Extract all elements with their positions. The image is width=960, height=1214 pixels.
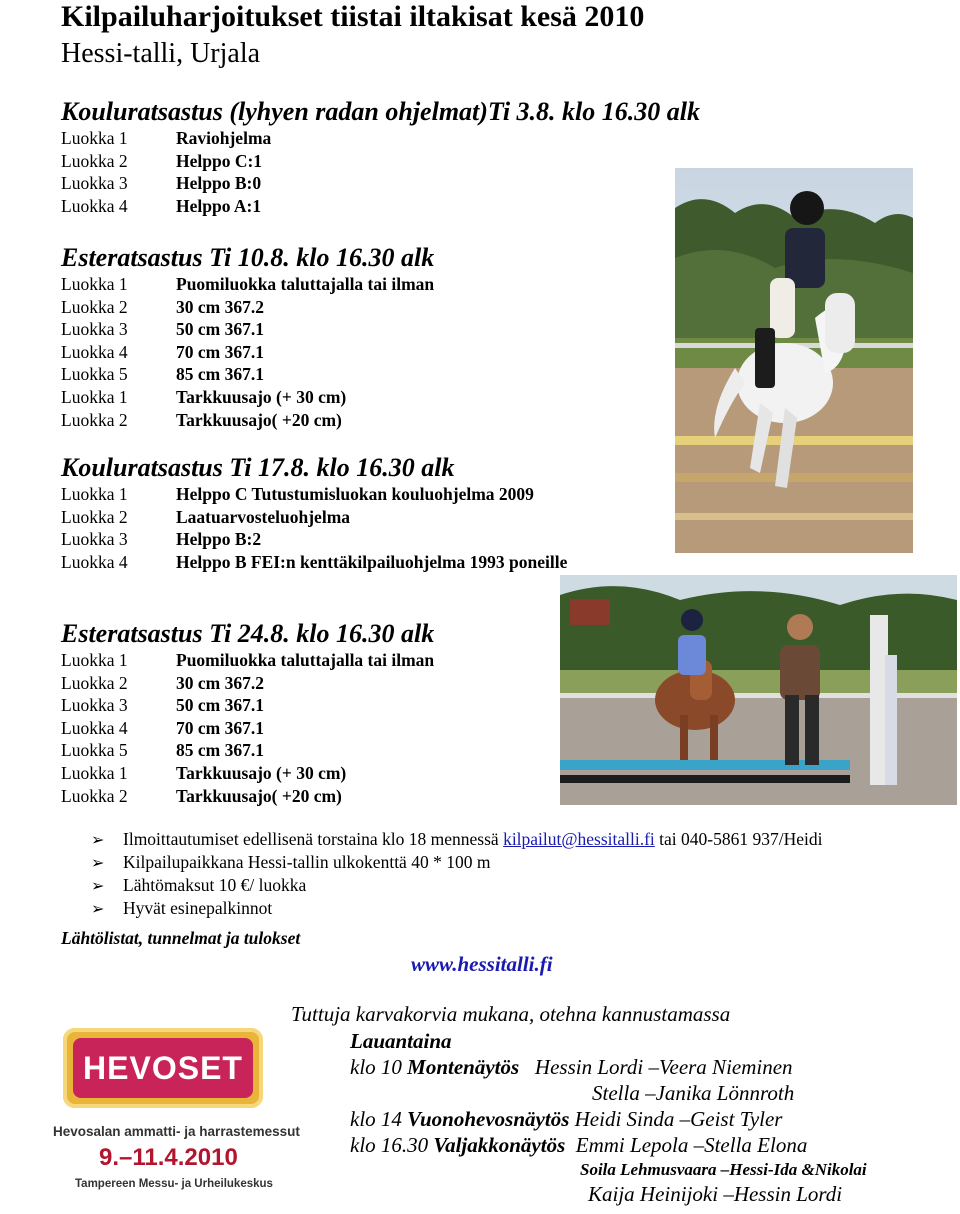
- class-row: [61, 528, 661, 551]
- show-3-people: Emmi Lepola –Stella Elona: [565, 1133, 808, 1157]
- show-2-time: klo 14: [350, 1107, 408, 1131]
- class-row: [61, 273, 661, 296]
- show-3-time: klo 16.30: [350, 1133, 434, 1157]
- prizes-text: Hyvät esinepalkinnot: [123, 898, 273, 918]
- hevoset-logo-text: HEVOSET: [83, 1049, 243, 1086]
- class-row: [61, 483, 661, 506]
- class-number: Luokka 1: [61, 274, 128, 294]
- page-title: Kilpailuharjoitukset tiistai iltakisat kesä 2010: [61, 0, 645, 33]
- class-number: Luokka 4: [61, 717, 128, 738]
- class-number: Luokka 5: [61, 364, 128, 385]
- show-1-time: klo 10: [350, 1055, 408, 1079]
- class-program: Tarkkuusajo( +20 cm): [176, 785, 342, 806]
- class-row: [61, 694, 561, 717]
- class-number: Luokka 2: [61, 296, 128, 317]
- class-number: Luokka 3: [61, 319, 128, 340]
- class-row: [61, 296, 661, 319]
- promo-show-1: [350, 1054, 793, 1080]
- info-item-fees: [91, 874, 951, 897]
- class-number: Luokka 2: [61, 409, 128, 430]
- hevoset-logo: [45, 1020, 305, 1200]
- class-number: Luokka 3: [61, 529, 128, 550]
- section-heading: Kouluratsastus (lyhyen radan ohjelmat)Ti 3.8. klo 16.30 alk: [61, 97, 701, 126]
- class-program: Puomiluokka taluttajalla tai ilman: [176, 650, 435, 670]
- info-item-prizes: [91, 897, 951, 920]
- class-row: [61, 717, 561, 740]
- class-program: Helppo B:0: [176, 173, 262, 194]
- hevoset-tagline: Hevosalan ammatti- ja harrastemessut: [53, 1124, 300, 1139]
- class-row: [61, 409, 661, 432]
- class-program: 30 cm 367.2: [176, 296, 264, 317]
- photo-pony-jumping: [675, 168, 913, 553]
- show-3-name: Valjakkonäytös: [433, 1133, 566, 1157]
- class-number: Luokka 4: [61, 551, 128, 572]
- info-item-venue: [91, 851, 951, 874]
- hevoset-dates: 9.–11.4.2010: [99, 1144, 238, 1171]
- class-row: [61, 762, 561, 785]
- class-program: 50 cm 367.1: [176, 319, 264, 340]
- class-program: Puomiluokka taluttajalla tai ilman: [176, 274, 435, 294]
- promo-day: Lauantaina: [350, 1029, 452, 1053]
- class-number: Luokka 2: [61, 785, 128, 806]
- class-row: [61, 506, 661, 529]
- show-1-name: Montenäytös: [407, 1055, 520, 1079]
- show-2-name: Vuonohevosnäytös: [407, 1107, 570, 1131]
- class-row: [61, 672, 561, 695]
- info-list: [91, 828, 951, 920]
- class-number: Luokka 1: [61, 386, 128, 407]
- class-number: Luokka 1: [61, 484, 128, 504]
- class-program: 30 cm 367.2: [176, 672, 264, 693]
- show-3-people-3: Kaija Heinijoki –Hessin Lordi: [588, 1182, 843, 1206]
- class-program: Tarkkuusajo( +20 cm): [176, 409, 342, 430]
- class-row: [61, 127, 941, 150]
- class-number: Luokka 3: [61, 695, 128, 716]
- hevoset-frame: [63, 1028, 263, 1108]
- class-program: Helppo A:1: [176, 195, 262, 216]
- class-row: [61, 386, 661, 409]
- section-dressage-17-8: [61, 453, 661, 573]
- registration-email-link[interactable]: kilpailut@hessitalli.fi: [503, 829, 655, 849]
- website-link[interactable]: www.hessitalli.fi: [411, 952, 553, 976]
- section-heading: Esteratsastus Ti 24.8. klo 16.30 alk: [61, 619, 435, 648]
- class-number: Luokka 4: [61, 195, 128, 216]
- class-number: Luokka 1: [61, 762, 128, 783]
- promo-show-3: [350, 1132, 807, 1158]
- class-program: Tarkkuusajo (+ 30 cm): [176, 762, 347, 783]
- class-row: [61, 739, 561, 762]
- class-program: 70 cm 367.1: [176, 341, 264, 362]
- class-row: [61, 318, 661, 341]
- hevoset-inner: [73, 1038, 253, 1098]
- section-heading: Kouluratsastus Ti 17.8. klo 16.30 alk: [61, 453, 455, 482]
- promo-show-2: [350, 1106, 782, 1132]
- class-row: [61, 341, 661, 364]
- class-program: Helppo C:1: [176, 150, 263, 171]
- class-row: [61, 649, 561, 672]
- show-2-people: Heidi Sinda –Geist Tyler: [569, 1107, 783, 1131]
- info-item-registration: [91, 828, 951, 851]
- class-program: Helppo C Tutustumisluokan kouluohjelma 2009: [176, 484, 534, 504]
- class-program: Helppo B:2: [176, 529, 262, 550]
- section-jumping-24-8: [61, 619, 561, 807]
- class-number: Luokka 4: [61, 341, 128, 362]
- class-program: Helppo B FEI:n kenttäkilpailuohjelma 1993 poneille: [176, 551, 568, 572]
- photo-child-on-pony: [560, 575, 957, 805]
- venue-text: Kilpailupaikkana Hessi-tallin ulkokenttä 40 * 100 m: [123, 852, 491, 872]
- class-number: Luokka 2: [61, 150, 128, 171]
- class-program: 70 cm 367.1: [176, 717, 264, 738]
- page-subtitle: Hessi-talli, Urjala: [61, 38, 261, 69]
- class-number: Luokka 5: [61, 740, 128, 761]
- class-number: Luokka 1: [61, 128, 128, 148]
- class-program: Tarkkuusajo (+ 30 cm): [176, 386, 347, 407]
- promo-intro: Tuttuja karvakorvia mukana, otehna kannustamassa: [291, 1002, 731, 1026]
- class-number: Luokka 2: [61, 506, 128, 527]
- class-number: Luokka 1: [61, 650, 128, 670]
- arrow-bullet-icon: ➢: [91, 832, 105, 849]
- fees-text: Lähtömaksut 10 €/ luokka: [123, 875, 307, 895]
- class-row: [61, 363, 661, 386]
- class-program: 85 cm 367.1: [176, 740, 264, 761]
- arrow-bullet-icon: ➢: [91, 901, 105, 918]
- registration-phone-text: tai 040-5861 937/Heidi: [654, 829, 823, 849]
- results-label: Lähtölistat, tunnelmat ja tulokset: [61, 928, 301, 948]
- show-1-people: Hessin Lordi –Veera Nieminen: [519, 1055, 793, 1079]
- show-1-people-2: Stella –Janika Lönnroth: [592, 1081, 795, 1105]
- class-row: [61, 785, 561, 808]
- class-row: [61, 551, 661, 574]
- arrow-bullet-icon: ➢: [91, 878, 105, 895]
- class-program: Raviohjelma: [176, 128, 272, 148]
- registration-text: Ilmoittautumiset edellisenä torstaina klo 18 mennessä: [123, 829, 504, 849]
- class-program: 85 cm 367.1: [176, 364, 264, 385]
- show-3-people-2: Soila Lehmusvaara –Hessi-Ida &Nikolai: [580, 1160, 867, 1179]
- class-number: Luokka 2: [61, 672, 128, 693]
- class-program: 50 cm 367.1: [176, 695, 264, 716]
- arrow-bullet-icon: ➢: [91, 855, 105, 872]
- hevoset-venue: Tampereen Messu- ja Urheilukeskus: [75, 1178, 273, 1190]
- class-number: Luokka 3: [61, 173, 128, 194]
- section-heading: Esteratsastus Ti 10.8. klo 16.30 alk: [61, 243, 435, 272]
- section-jumping-10-8: [61, 243, 661, 431]
- class-program: Laatuarvosteluohjelma: [176, 506, 351, 527]
